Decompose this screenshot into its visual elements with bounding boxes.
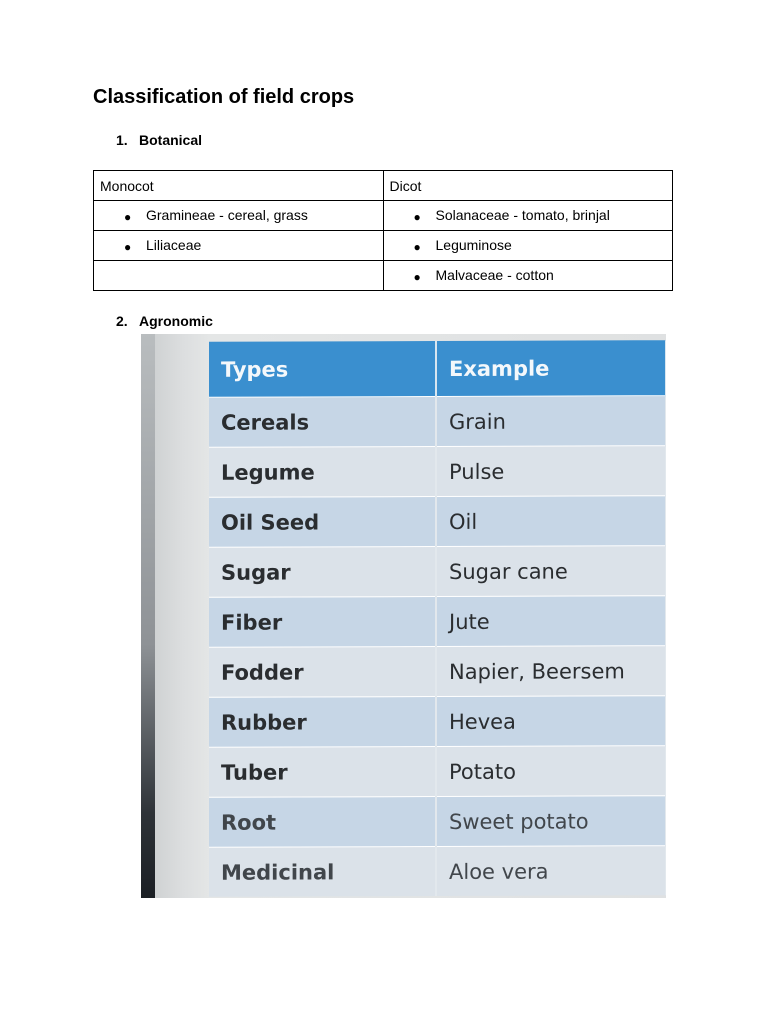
section-heading-botanical bbox=[116, 132, 202, 148]
section-label: Botanical bbox=[139, 132, 203, 148]
bullet-icon: ● bbox=[413, 209, 421, 224]
example-cell: Hevea bbox=[436, 696, 666, 747]
cell-text: Solanaceae - tomato, brinjal bbox=[435, 207, 610, 224]
type-cell: Oil Seed bbox=[209, 497, 436, 548]
cell-text: Liliaceae bbox=[146, 237, 202, 254]
table-row bbox=[209, 596, 666, 648]
section-number: 2. bbox=[116, 313, 128, 329]
table-cell bbox=[94, 231, 384, 261]
header-types: Types bbox=[209, 341, 436, 397]
example-cell: Jute bbox=[436, 596, 666, 647]
example-cell: Grain bbox=[436, 396, 666, 447]
example-cell: Oil bbox=[436, 496, 666, 547]
example-cell: Napier, Beersem bbox=[436, 646, 666, 697]
type-cell: Medicinal bbox=[209, 847, 436, 897]
table-row bbox=[209, 846, 666, 897]
type-cell: Legume bbox=[209, 447, 436, 498]
table-row bbox=[209, 696, 666, 748]
table-row bbox=[209, 546, 666, 598]
table-row bbox=[209, 796, 666, 848]
botanical-table bbox=[93, 170, 673, 291]
bullet-icon: ● bbox=[413, 269, 421, 284]
table-header-row bbox=[94, 171, 673, 201]
bullet-icon: ● bbox=[124, 239, 132, 254]
type-cell: Root bbox=[209, 797, 436, 848]
bullet-icon: ● bbox=[413, 239, 421, 254]
type-cell: Tuber bbox=[209, 747, 436, 798]
table-cell bbox=[383, 201, 673, 231]
table-cell bbox=[94, 201, 384, 231]
cell-text: Leguminose bbox=[435, 237, 512, 254]
cell-text: Gramineae - cereal, grass bbox=[146, 207, 308, 224]
header-monocot: Monocot bbox=[94, 171, 384, 201]
agronomic-table bbox=[209, 340, 666, 897]
section-label: Agronomic bbox=[139, 313, 213, 329]
example-cell: Aloe vera bbox=[436, 846, 666, 896]
bullet-icon: ● bbox=[124, 209, 132, 224]
header-example: Example bbox=[436, 340, 666, 396]
type-cell: Sugar bbox=[209, 547, 436, 598]
example-cell: Sugar cane bbox=[436, 546, 666, 597]
section-heading-agronomic bbox=[116, 313, 213, 329]
table-cell-empty bbox=[94, 261, 384, 291]
table-header-row bbox=[209, 340, 666, 397]
table-row bbox=[94, 261, 673, 291]
example-cell: Potato bbox=[436, 746, 666, 797]
type-cell: Cereals bbox=[209, 397, 436, 448]
table-row bbox=[94, 201, 673, 231]
table-cell bbox=[383, 231, 673, 261]
section-number: 1. bbox=[116, 132, 128, 148]
photo-edge-shadow bbox=[141, 334, 155, 898]
type-cell: Fiber bbox=[209, 597, 436, 648]
cell-text: Malvaceae - cotton bbox=[435, 267, 554, 284]
table-cell bbox=[383, 261, 673, 291]
type-cell: Rubber bbox=[209, 697, 436, 748]
table-row bbox=[209, 646, 666, 698]
agronomic-table-photo bbox=[141, 334, 666, 898]
example-cell: Sweet potato bbox=[436, 796, 666, 847]
table-row bbox=[209, 396, 666, 448]
type-cell: Fodder bbox=[209, 647, 436, 698]
header-dicot: Dicot bbox=[383, 171, 673, 201]
page-title: Classification of field crops bbox=[93, 86, 355, 108]
table-row bbox=[94, 231, 673, 261]
example-cell: Pulse bbox=[436, 446, 666, 497]
table-row bbox=[209, 446, 666, 498]
table-row bbox=[209, 496, 666, 548]
table-row bbox=[209, 746, 666, 798]
